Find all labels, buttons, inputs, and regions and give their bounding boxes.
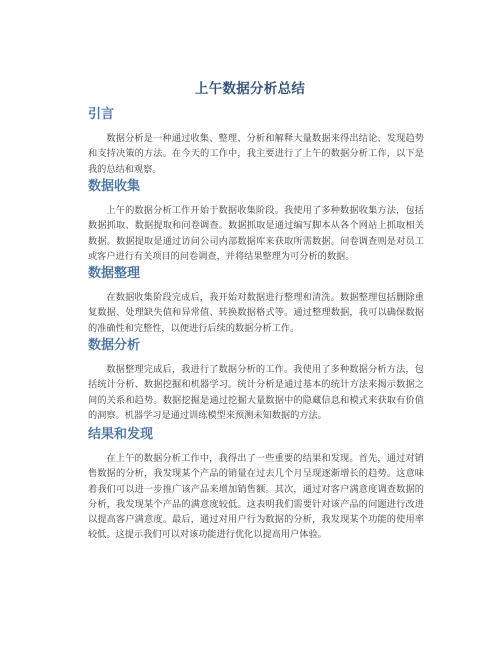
document-title: 上午数据分析总结 bbox=[194, 81, 306, 97]
section-data-collection bbox=[88, 179, 424, 264]
section-data-analysis bbox=[88, 338, 424, 423]
section-heading: 引言 bbox=[88, 107, 115, 122]
section-paragraph: 数据分析是一种通过收集、整理、分析和解释大量数据来得出结论、发现趋势和支持决策的方法。在今天的工作中，我主要进行了上午的数据分析工作，以下是我的总结和观察。 bbox=[88, 133, 424, 175]
section-paragraph: 在上午的数据分析工作中，我得出了一些重要的结果和发现。首先，通过对销售数据的分析，我发现某个产品的销量在过去几个月呈现逐渐增长的趋势。这意味着我们可以进一步推广该产品来增加销售额。其次，通过对客户满意度调查数据的分析，我发现某个产品的满意度较低。这表明我们需要针对该产品的问题进行改进以提高客户满意度。最后，通过对用户行为数据的分析，我发现某个功能的使用率较低。这提示我们可以对该功能进行优化以提高用户体验。 bbox=[88, 453, 424, 541]
section-heading: 数据整理 bbox=[88, 266, 141, 281]
section-paragraph: 上午的数据分析工作开始于数据收集阶段。我使用了多种数据收集方法，包括数据抓取、数据提取和问卷调查。数据抓取是通过编写脚本从各个网站上抓取相关数据。数据提取是通过访问公司内部数据库来获取所需数据。问卷调查则是对员工或客户进行有关项目的问卷调查，并将结果整理为可分析的数据。 bbox=[88, 205, 424, 262]
section-paragraph: 数据整理完成后，我进行了数据分析的工作。我使用了多种数据分析方法，包括统计分析、数据挖掘和机器学习。统计分析是通过基本的统计方法来揭示数据之间的关系和趋势。数据挖掘是通过挖掘大量数据中的隐藏信息和模式来获取有价值的洞察。机器学习是通过训练模型来预测未知数据的方法。 bbox=[88, 364, 424, 421]
section-data-cleaning bbox=[88, 266, 424, 336]
section-heading: 结果和发现 bbox=[88, 427, 154, 442]
section-introduction bbox=[88, 107, 424, 177]
section-heading: 数据分析 bbox=[88, 338, 141, 353]
section-results-findings bbox=[88, 427, 424, 543]
section-paragraph: 在数据收集阶段完成后，我开始对数据进行整理和清洗。数据整理包括删除重复数据、处理缺失值和异常值、转换数据格式等。通过整理数据，我可以确保数据的准确性和完整性，以便进行后续的数据分析工作。 bbox=[88, 292, 424, 334]
section-heading: 数据收集 bbox=[88, 179, 141, 194]
